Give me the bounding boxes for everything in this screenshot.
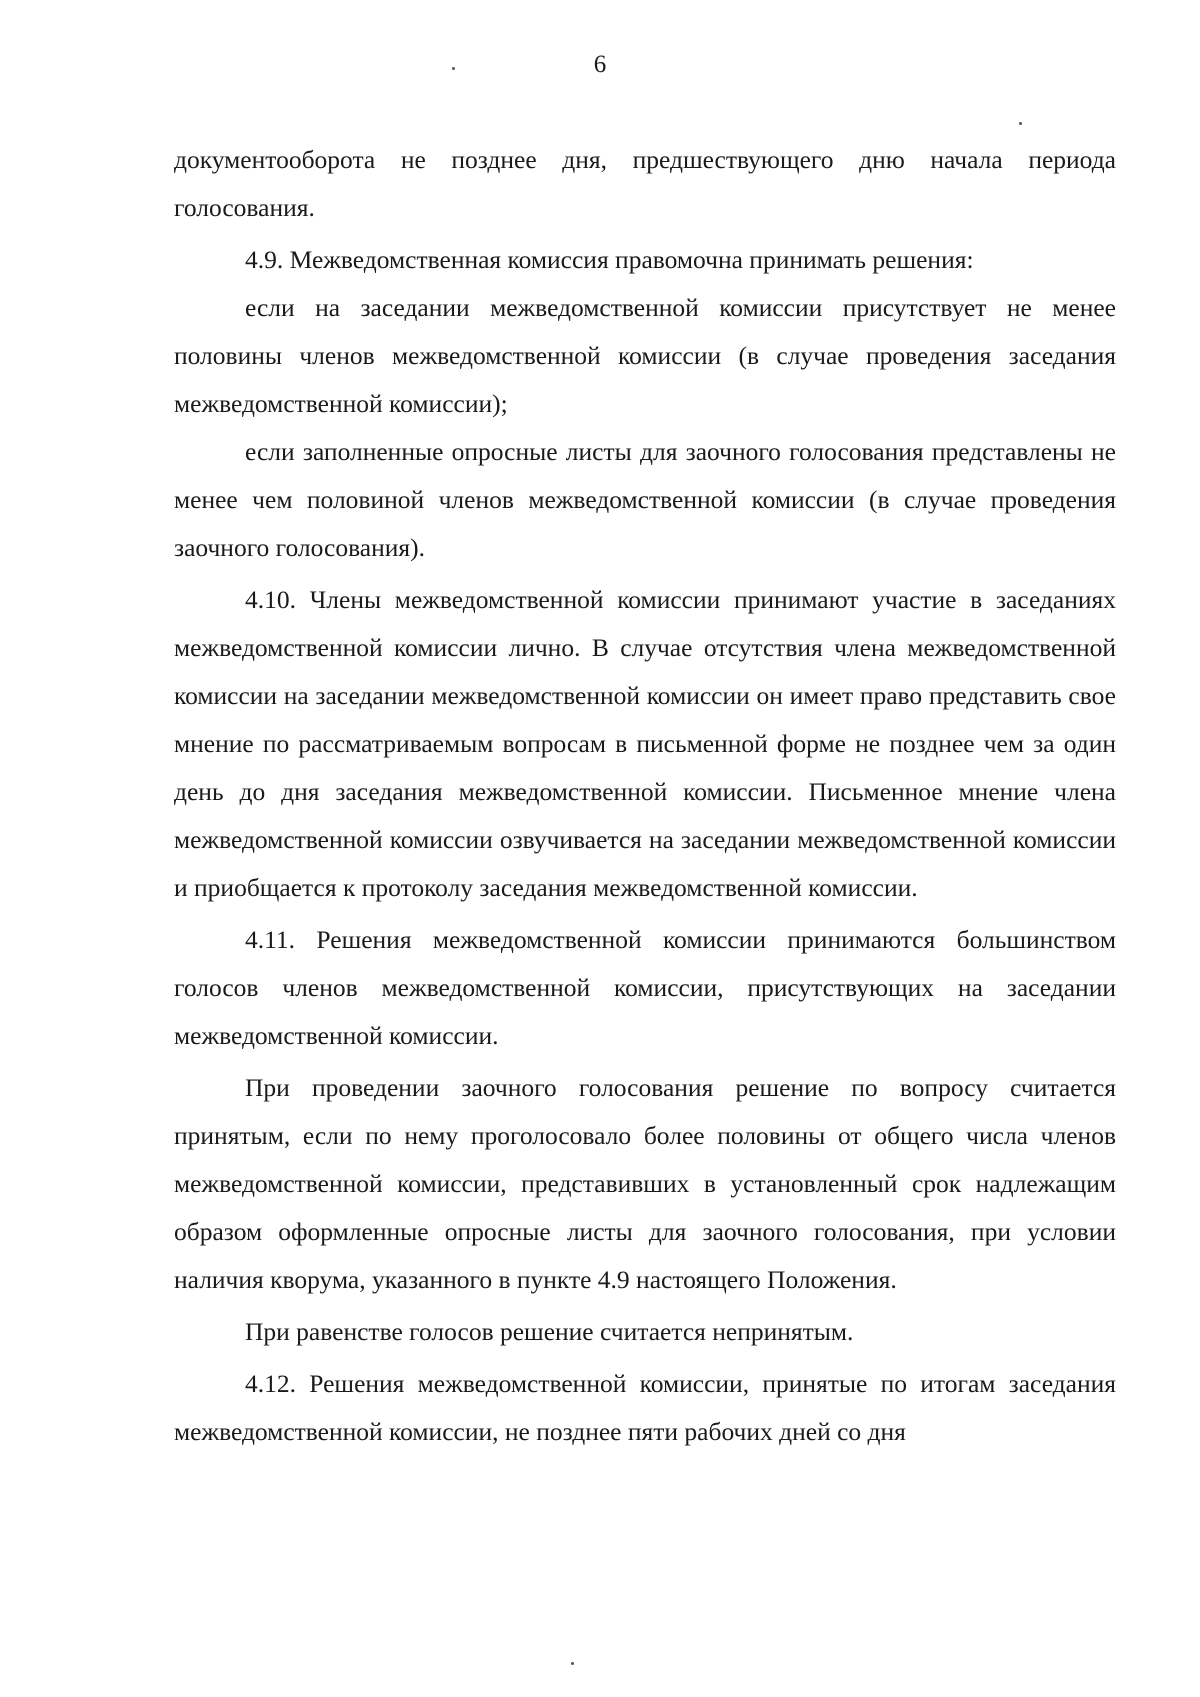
paragraph-4-10: 4.10. Члены межведомственной комиссии принимают участие в заседаниях межведомственной комиссии лично. В случае отсутствия члена межведомственной комиссии на заседании межведомственной комиссии он имеет право представить свое мнение по рассматриваемым вопросам в письменной форме не позднее чем за один день до дня заседания межведомственной комиссии. Письменное мнение члена межведомственной комиссии озвучивается на заседании межведомственной комиссии и приобщается к протоколу заседания межведомственной комиссии. [174, 585, 1116, 902]
paragraph-4-9-condition-1: если на заседании межведомственной комиссии присутствует не менее половины членов межведомственной комиссии (в случае проведения заседания межведомственной комиссии); [174, 293, 1116, 418]
scan-speck [571, 1662, 574, 1665]
page-number: 6 [593, 51, 607, 78]
scan-speck [452, 67, 455, 70]
paragraph-4-11: 4.11. Решения межведомственной комиссии принимаются большинством голосов членов межведомственной комиссии, присутствующих на заседании межведомственной комиссии. [174, 925, 1116, 1050]
scan-speck [1019, 122, 1022, 125]
document-body [174, 136, 1116, 1456]
paragraph-continuation: документооборота не позднее дня, предшествующего дню начала периода голосования. [174, 145, 1116, 222]
paragraph-4-12: 4.12. Решения межведомственной комиссии, принятые по итогам заседания межведомственной комиссии, не позднее пяти рабочих дней со дня [174, 1369, 1116, 1446]
paragraph-absentee-voting: При проведении заочного голосования решение по вопросу считается принятым, если по нему проголосовало более половины от общего числа членов межведомственной комиссии, представивших в установленный срок надлежащим образом оформленные опросные листы для заочного голосования, при условии наличия кворума, указанного в пункте 4.9 настоящего Положения. [174, 1073, 1116, 1294]
paragraph-4-9: 4.9. Межведомственная комиссия правомочна принимать решения: [245, 245, 974, 274]
paragraph-4-9-condition-2: если заполненные опросные листы для заочного голосования представлены не менее чем половиной членов межведомственной комиссии (в случае проведения заочного голосования). [174, 437, 1116, 562]
paragraph-tie-vote: При равенстве голосов решение считается непринятым. [245, 1317, 854, 1346]
